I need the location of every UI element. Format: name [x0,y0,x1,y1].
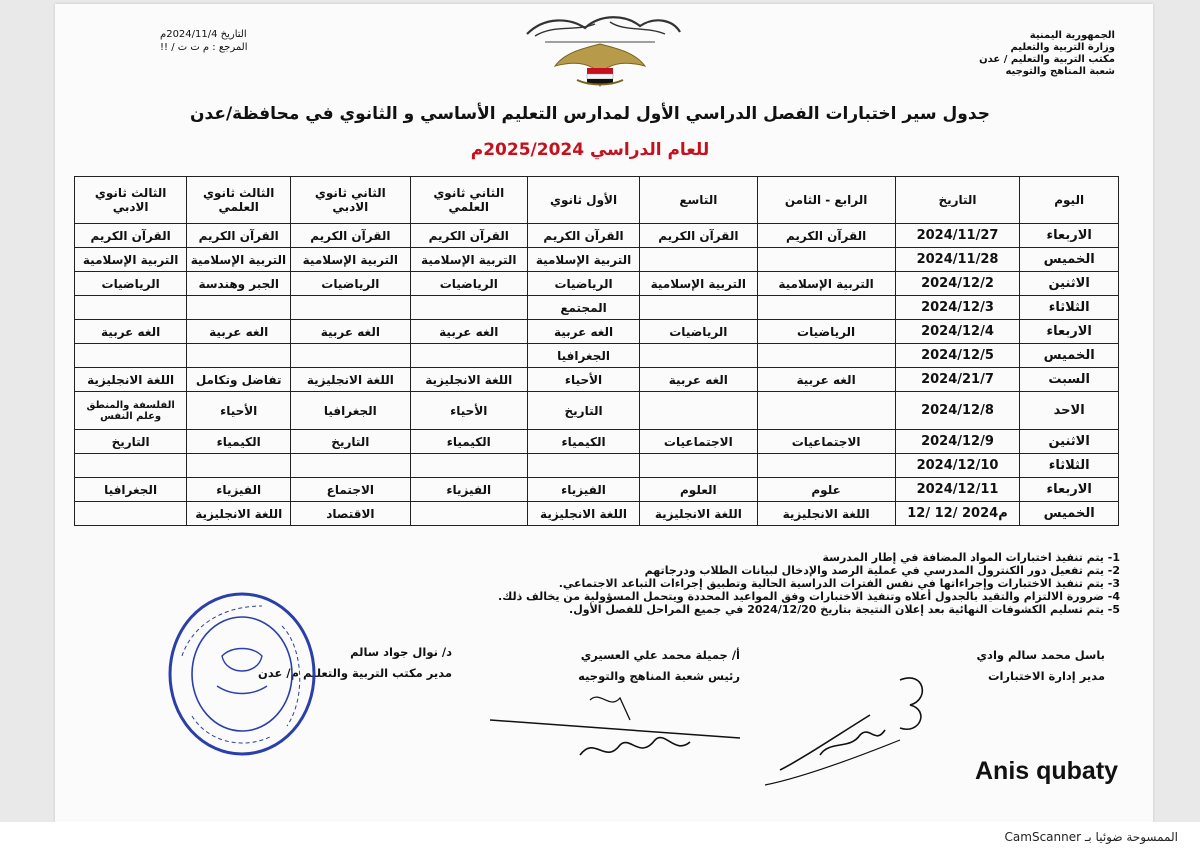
column-header: اليوم [1020,177,1119,224]
signatory-title: رئيس شعبة المناهج والتوجيه [578,669,740,683]
subject-cell [527,454,639,478]
table-row [75,502,1119,526]
day-cell: الاربعاء [1020,478,1119,502]
subject-cell: الكيمياء [187,430,291,454]
column-header: الرابع - الثامن [757,177,895,224]
subject-cell: الجغرافيا [291,392,410,430]
exam-schedule-table [74,176,1119,526]
signatory-name: أ/ جميلة محمد علي العسيري [580,648,740,662]
subject-cell: الرياضيات [527,272,639,296]
date-cell: 2024/12/5 [895,344,1020,368]
subject-cell: اللغة الانجليزية [187,502,291,526]
table-row [75,224,1119,248]
subject-cell: الاجتماعيات [757,430,895,454]
doc-ref: المرجع : م ت ت / !! [160,42,248,53]
subject-cell [640,296,757,320]
date-cell: 2024/12/3 [895,296,1020,320]
table-row [75,296,1119,320]
date-cell: 2024/12/9 [895,430,1020,454]
subject-cell: الغه عربية [757,368,895,392]
subject-cell [640,248,757,272]
subject-cell [757,296,895,320]
column-header: الثالث ثانوي العلمي [187,177,291,224]
subject-cell [410,296,527,320]
subject-cell: القرآن الكريم [75,224,187,248]
subject-cell: القرآن الكريم [291,224,410,248]
note-item: 5- يتم تسليم الكشوفات النهائية بعد إعلان النتيجة بتاريخ 2024/12/20 في جميع المراحل للفصل الأول. [569,603,1120,616]
table-row [75,368,1119,392]
date-cell: 2024/12/10 [895,454,1020,478]
subject-cell: الأحياء [187,392,291,430]
subject-cell: الغه عربية [527,320,639,344]
subject-cell [75,502,187,526]
subject-cell [410,344,527,368]
day-cell: الاثنين [1020,272,1119,296]
column-header: التاريخ [895,177,1020,224]
subject-cell: الكيمياء [410,430,527,454]
day-cell: الاربعاء [1020,320,1119,344]
day-cell: الاثنين [1020,430,1119,454]
signatory-title: مدير إدارة الاختبارات [987,669,1105,683]
subject-cell: المجتمع [527,296,639,320]
ministry-header [975,30,1115,78]
subject-cell [291,296,410,320]
date-cell: 2024/12/11 [895,478,1020,502]
subject-cell [757,344,895,368]
day-cell: السبت [1020,368,1119,392]
subject-cell: التربية الإسلامية [640,272,757,296]
day-cell: الخميس [1020,344,1119,368]
date-ref-block [160,28,290,54]
date-cell: 12/ 12/ 2024م [895,502,1020,526]
republic-emblem [515,6,685,91]
subject-cell: تفاضل وتكامل [187,368,291,392]
subject-cell [757,248,895,272]
subject-cell: الجبر وهندسة [187,272,291,296]
column-header: الثاني ثانوي العلمي [410,177,527,224]
subject-cell: الأحياء [527,368,639,392]
note-item: 4- ضرورة الالتزام والتقيد بالجدول أعلاه وتنفيذ الاختبارات وفق المواعيد المحددة ويتحمل المسؤولية من يخالف ذلك. [498,590,1120,603]
subject-cell: القرآن الكريم [187,224,291,248]
subject-cell [757,454,895,478]
subject-cell: الرياضيات [291,272,410,296]
subject-cell: التاريخ [527,392,639,430]
subject-cell: التربية الإسلامية [291,248,410,272]
subject-cell: الرياضيات [757,320,895,344]
date-cell: 2024/12/4 [895,320,1020,344]
signatory-name: باسل محمد سالم وادي [976,648,1105,662]
page-title: جدول سير اختبارات الفصل الدراسي الأول لمدارس التعليم الأساسي و الثانوي في محافظة/عدن [190,104,990,124]
day-cell: الثلاثاء [1020,296,1119,320]
subject-cell [291,344,410,368]
ministry-line: وزارة التربية والتعليم [1010,42,1115,53]
official-stamp [162,586,322,761]
note-item: 3- يتم تنفيذ الاختبارات وإجراءاتها في نفس الفترات الدراسية الحالية وتطبيق إجراءات التباعد الاجتماعي. [558,577,1120,590]
subject-cell: التربية الإسلامية [75,248,187,272]
subject-cell [640,344,757,368]
subject-cell [187,296,291,320]
column-header: التاسع [640,177,757,224]
column-header: الثالث ثانوي الادبي [75,177,187,224]
subject-cell [187,344,291,368]
date-cell: 2024/12/2 [895,272,1020,296]
subject-cell: الفلسفة والمنطق وعلم النفس [75,392,187,430]
date-cell: 2024/12/8 [895,392,1020,430]
subject-cell: الغه عربية [187,320,291,344]
subject-cell: الجغرافيا [527,344,639,368]
subject-cell: الكيمياء [527,430,639,454]
camscanner-label: الممسوحة ضوئيا بـ CamScanner [1004,830,1178,844]
subject-cell: اللغة الانجليزية [291,368,410,392]
day-cell: الاربعاء [1020,224,1119,248]
subject-cell: القرآن الكريم [757,224,895,248]
ministry-line: الجمهورية اليمنية [1029,30,1115,41]
table-row [75,320,1119,344]
day-cell: الخميس [1020,502,1119,526]
subject-cell: الاجتماع [291,478,410,502]
note-item: 1- يتم تنفيذ اختبارات المواد المضافة في إطار المدرسة [822,551,1120,564]
date-cell: 2024/21/7 [895,368,1020,392]
subject-cell: التربية الإسلامية [410,248,527,272]
subject-cell [640,454,757,478]
subject-cell: الغه عربية [640,368,757,392]
signature-scribble [480,680,750,780]
subject-cell [757,392,895,430]
subject-cell: علوم [757,478,895,502]
table-row [75,392,1119,430]
subject-cell: التربية الإسلامية [527,248,639,272]
academic-year-subtitle: للعام الدراسي 2025/2024م [470,140,710,160]
subject-cell [75,454,187,478]
subject-cell [410,502,527,526]
subject-cell: الرياضيات [410,272,527,296]
subject-cell: الأحياء [410,392,527,430]
subject-cell: القرآن الكريم [410,224,527,248]
subject-cell: القرآن الكريم [640,224,757,248]
ministry-line: شعبة المناهج والتوجيه [1005,66,1115,77]
subject-cell: الغه عربية [410,320,527,344]
subject-cell: التربية الإسلامية [757,272,895,296]
subject-cell [187,454,291,478]
subject-cell: الفيزياء [527,478,639,502]
date-cell: 2024/11/28 [895,248,1020,272]
subject-cell: الفيزياء [410,478,527,502]
signatory-title: مدير مكتب التربية والتعليم م/ عدن [258,666,452,680]
subject-cell: العلوم [640,478,757,502]
subject-cell [75,296,187,320]
note-item: 2- يتم تفعيل دور الكنترول المدرسي في عملية الرصد والإدخال لبيانات الطلاب ودرجاتهم [644,564,1120,577]
subject-cell [410,454,527,478]
notes-list [320,551,1120,616]
column-header: الثاني ثانوي الادبي [291,177,410,224]
subject-cell [640,392,757,430]
subject-cell: التاريخ [291,430,410,454]
subject-cell: الاجتماعيات [640,430,757,454]
table-row [75,248,1119,272]
subject-cell: الرياضيات [75,272,187,296]
subject-cell [75,344,187,368]
table-row [75,478,1119,502]
doc-date: التاريخ 2024/11/4م [160,29,247,40]
subject-cell: القرآن الكريم [527,224,639,248]
subject-cell: الجغرافيا [75,478,187,502]
date-cell: 2024/11/27 [895,224,1020,248]
subject-cell: التربية الإسلامية [187,248,291,272]
day-cell: الثلاثاء [1020,454,1119,478]
subject-cell: التاريخ [75,430,187,454]
ministry-line: مكتب التربية والتعليم / عدن [979,54,1115,65]
subject-cell: اللغة الانجليزية [75,368,187,392]
table-row [75,454,1119,478]
subject-cell: الغه عربية [291,320,410,344]
subject-cell: اللغة الانجليزية [527,502,639,526]
subject-cell: اللغة الانجليزية [640,502,757,526]
subject-cell: اللغة الانجليزية [410,368,527,392]
table-header-row [75,177,1119,224]
subject-cell: الرياضيات [640,320,757,344]
day-cell: الاحد [1020,392,1119,430]
table-row [75,344,1119,368]
signature-scribble [760,660,960,790]
subject-cell: الاقتصاد [291,502,410,526]
day-cell: الخميس [1020,248,1119,272]
subject-cell: الفيزياء [187,478,291,502]
column-header: الأول ثانوي [527,177,639,224]
table-row [75,272,1119,296]
table-row [75,430,1119,454]
subject-cell [291,454,410,478]
subject-cell: اللغة الانجليزية [757,502,895,526]
signatory-name: د/ نوال جواد سالم [350,645,452,659]
subject-cell: الغه عربية [75,320,187,344]
watermark-text: Anis qubaty [975,757,1119,785]
